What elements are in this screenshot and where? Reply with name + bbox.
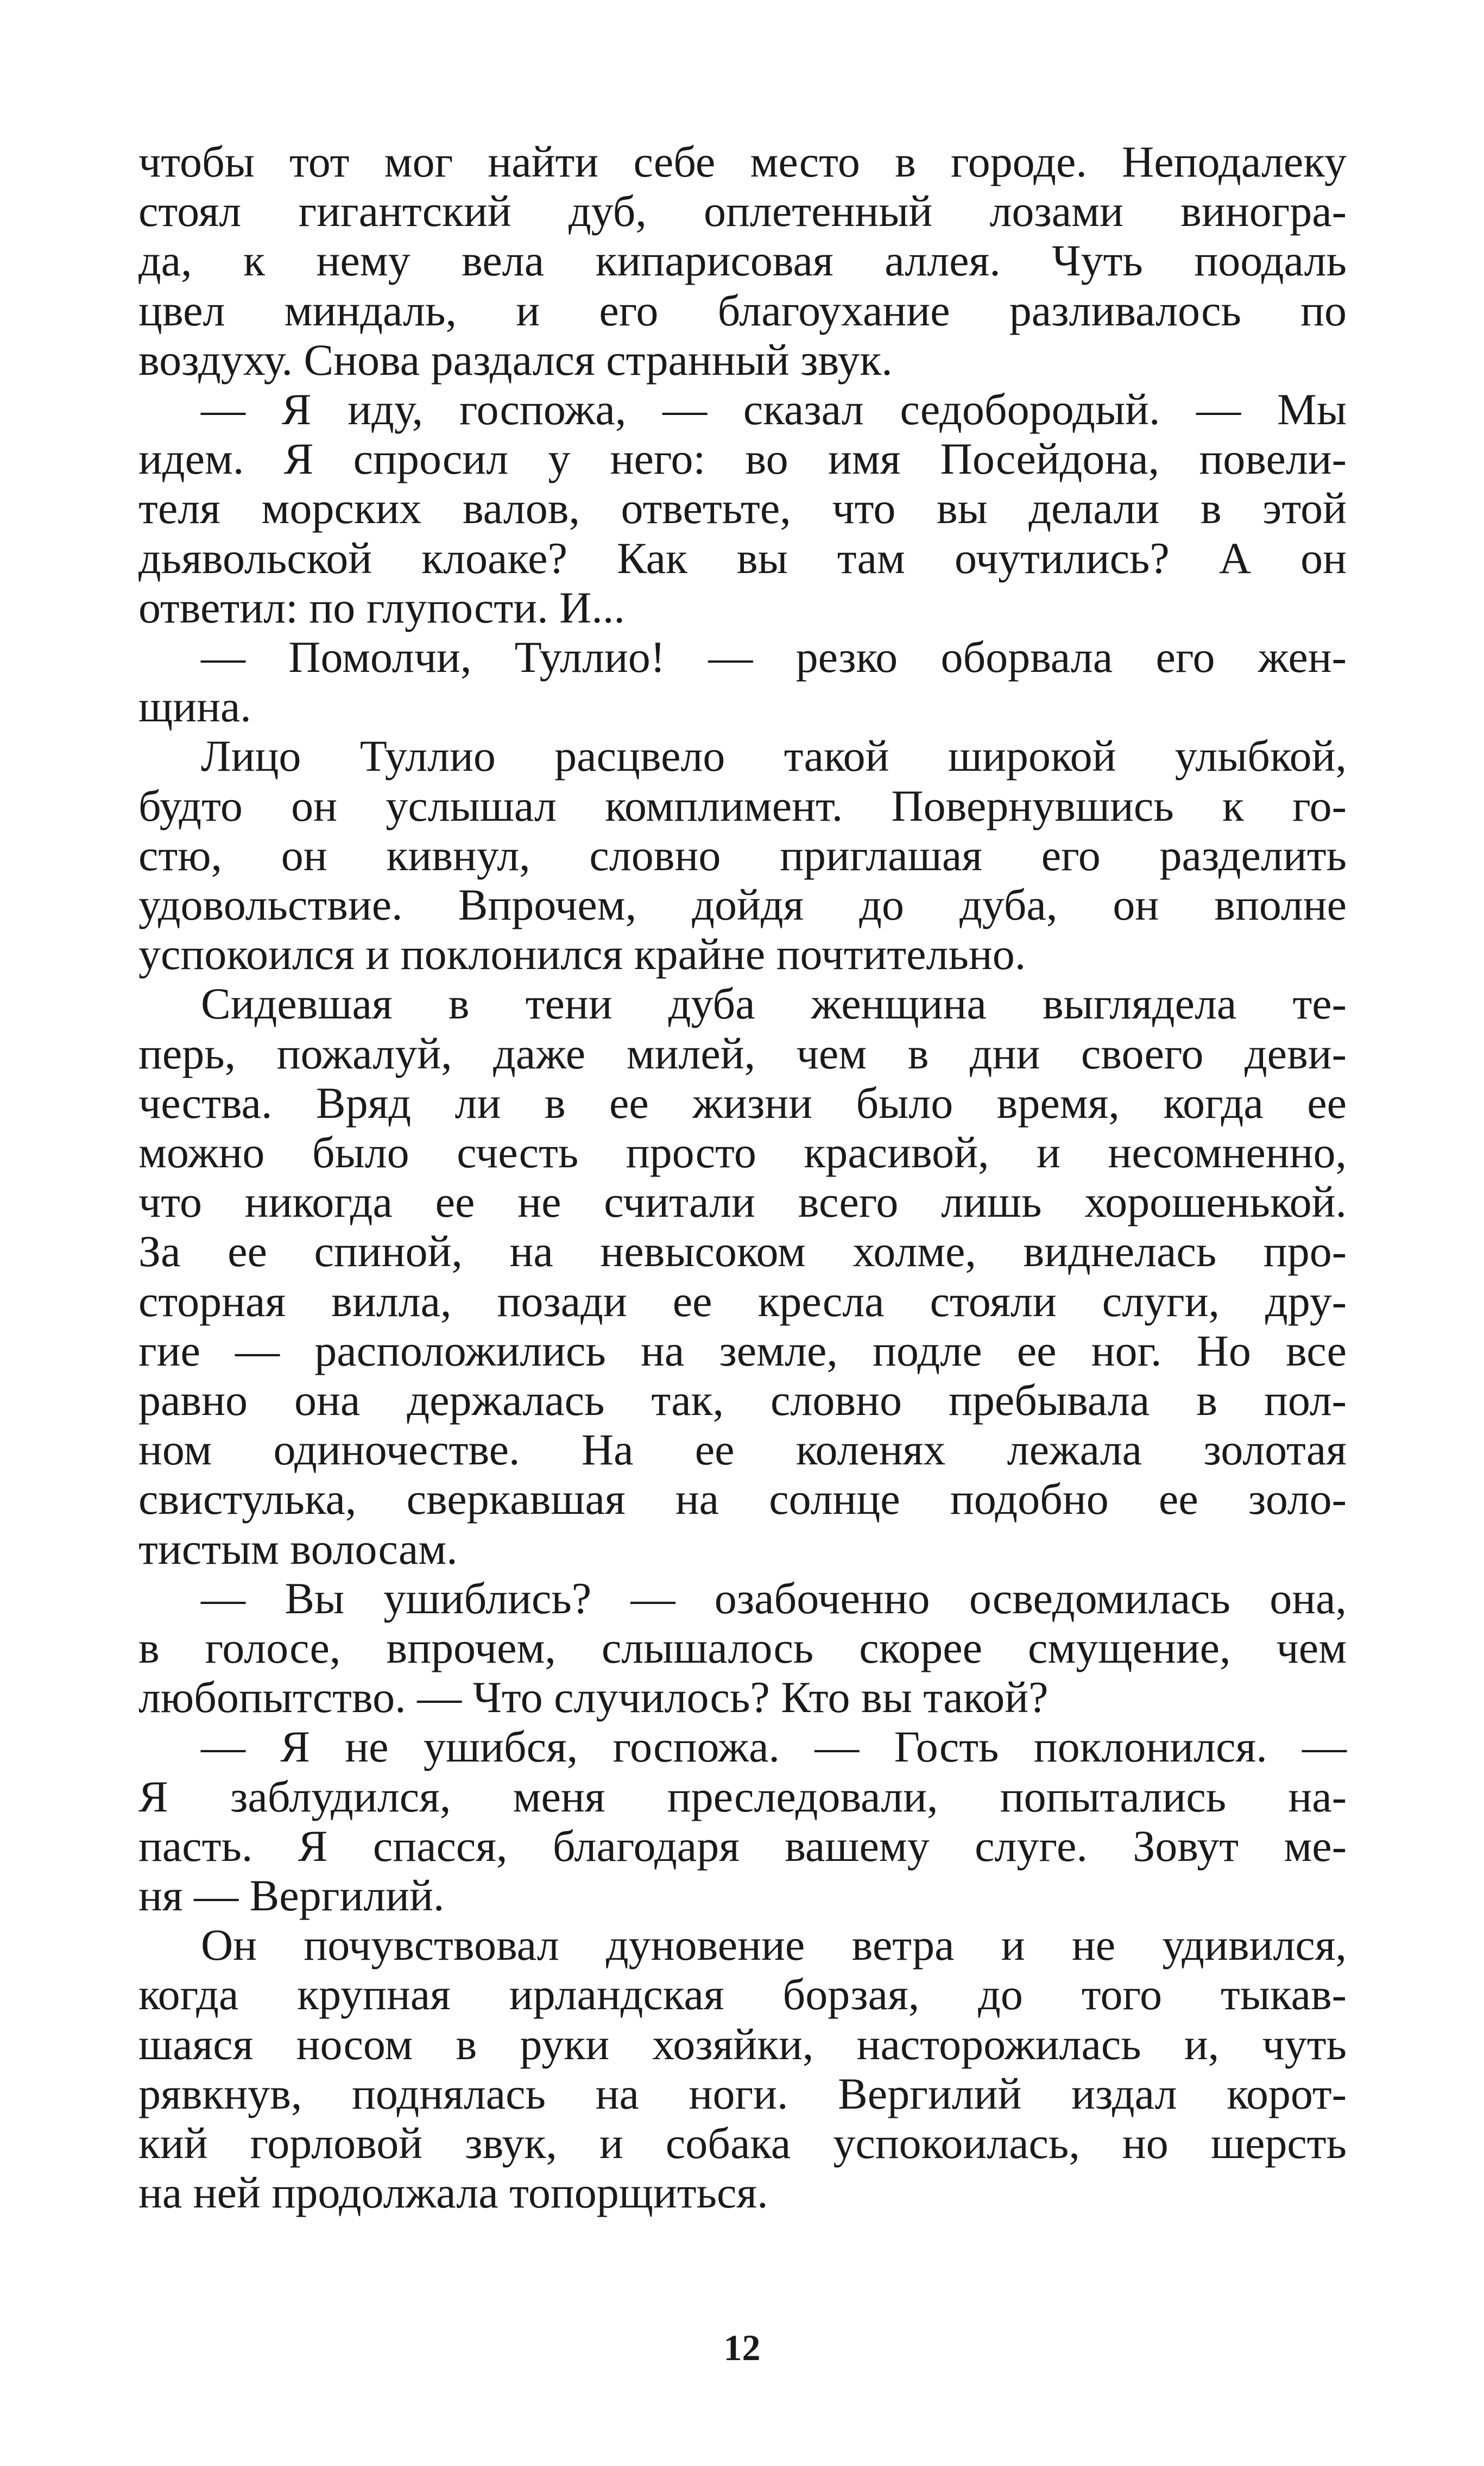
text-line: теля морских валов, ответьте, что вы делали в этой <box>138 483 1347 533</box>
text-line: воздуху. Снова раздался странный звук. <box>138 335 893 385</box>
text-line: свистулька, сверкавшая на солнце подобно ее золо- <box>138 1474 1347 1524</box>
text-line: на ней продолжала топорщиться. <box>138 2168 768 2217</box>
text-line: что никогда ее не считали всего лишь хорошенькой. <box>138 1177 1347 1226</box>
text-line: можно было счесть просто красивой, и несомненно, <box>138 1128 1347 1177</box>
text-line: — Помолчи, Туллио! — резко оборвала его жен- <box>201 632 1347 682</box>
text-line: Сидевшая в тени дуба женщина выглядела те- <box>201 979 1347 1028</box>
text-line: гие — расположились на земле, подле ее ног. Но все <box>138 1326 1347 1375</box>
text-line: ответил: по глупости. И... <box>138 583 625 632</box>
text-line: цвел миндаль, и его благоухание разливалось по <box>138 286 1347 335</box>
text-line: чтобы тот мог найти себе место в городе. Неподалеку <box>138 137 1347 186</box>
text-line: Лицо Туллио расцвело такой широкой улыбкой, <box>201 731 1347 781</box>
text-line: успокоился и поклонился крайне почтительно. <box>138 929 1026 979</box>
text-line: — Я иду, госпожа, — сказал седобородый. — Мы <box>201 385 1347 434</box>
text-line: когда крупная ирландская борзая, до того тыкав- <box>138 1970 1347 2019</box>
text-line: кий горловой звук, и собака успокоилась, но шерсть <box>138 2118 1347 2168</box>
text-line: Он почувствовал дуновение ветра и не удивился, <box>201 1920 1347 1970</box>
text-line: стоял гигантский дуб, оплетенный лозами виногра- <box>138 186 1347 236</box>
text-line: перь, пожалуй, даже милей, чем в дни своего деви- <box>138 1029 1347 1078</box>
text-line: ня — Вергилий. <box>138 1871 445 1920</box>
text-line: — Я не ушибся, госпожа. — Гость поклонился. — <box>201 1722 1347 1771</box>
text-line: равно она держалась так, словно пребывала в пол- <box>138 1375 1347 1425</box>
text-line: За ее спиной, на невысоком холме, виднелась про- <box>138 1226 1347 1276</box>
text-line: сторная вилла, позади ее кресла стояли слуги, дру- <box>138 1276 1347 1326</box>
text-line: рявкнув, поднялась на ноги. Вергилий издал корот- <box>138 2069 1347 2118</box>
text-line: Я заблудился, меня преследовали, попытались на- <box>138 1772 1347 1821</box>
text-line: чества. Вряд ли в ее жизни было время, когда ее <box>138 1078 1347 1128</box>
text-line: в голосе, впрочем, слышалось скорее смущение, чем <box>138 1623 1347 1672</box>
text-line: ном одиночестве. На ее коленях лежала золотая <box>138 1425 1347 1474</box>
text-line: — Вы ушиблись? — озабоченно осведомилась она, <box>201 1574 1347 1623</box>
text-line: удовольствие. Впрочем, дойдя до дуба, он вполне <box>138 880 1347 929</box>
text-line: будто он услышал комплимент. Повернувшись к го- <box>138 781 1347 831</box>
text-line: идем. Я спросил у него: во имя Посейдона, повели- <box>138 434 1347 483</box>
text-line: стю, он кивнул, словно приглашая его разделить <box>138 831 1347 880</box>
text-line: да, к нему вела кипарисовая аллея. Чуть поодаль <box>138 236 1347 285</box>
text-line: шаяся носом в руки хозяйки, насторожилась и, чуть <box>138 2020 1347 2069</box>
text-line: пасть. Я спасся, благодаря вашему слуге. Зовут ме- <box>138 1821 1347 1871</box>
text-line: любопытство. — Что случилось? Кто вы такой? <box>138 1672 1049 1722</box>
page-number: 12 <box>723 2327 761 2368</box>
text-line: дьявольской клоаке? Как вы там очутились? А он <box>138 533 1347 583</box>
text-line: щина. <box>138 682 251 731</box>
text-line: тистым волосам. <box>138 1524 458 1574</box>
